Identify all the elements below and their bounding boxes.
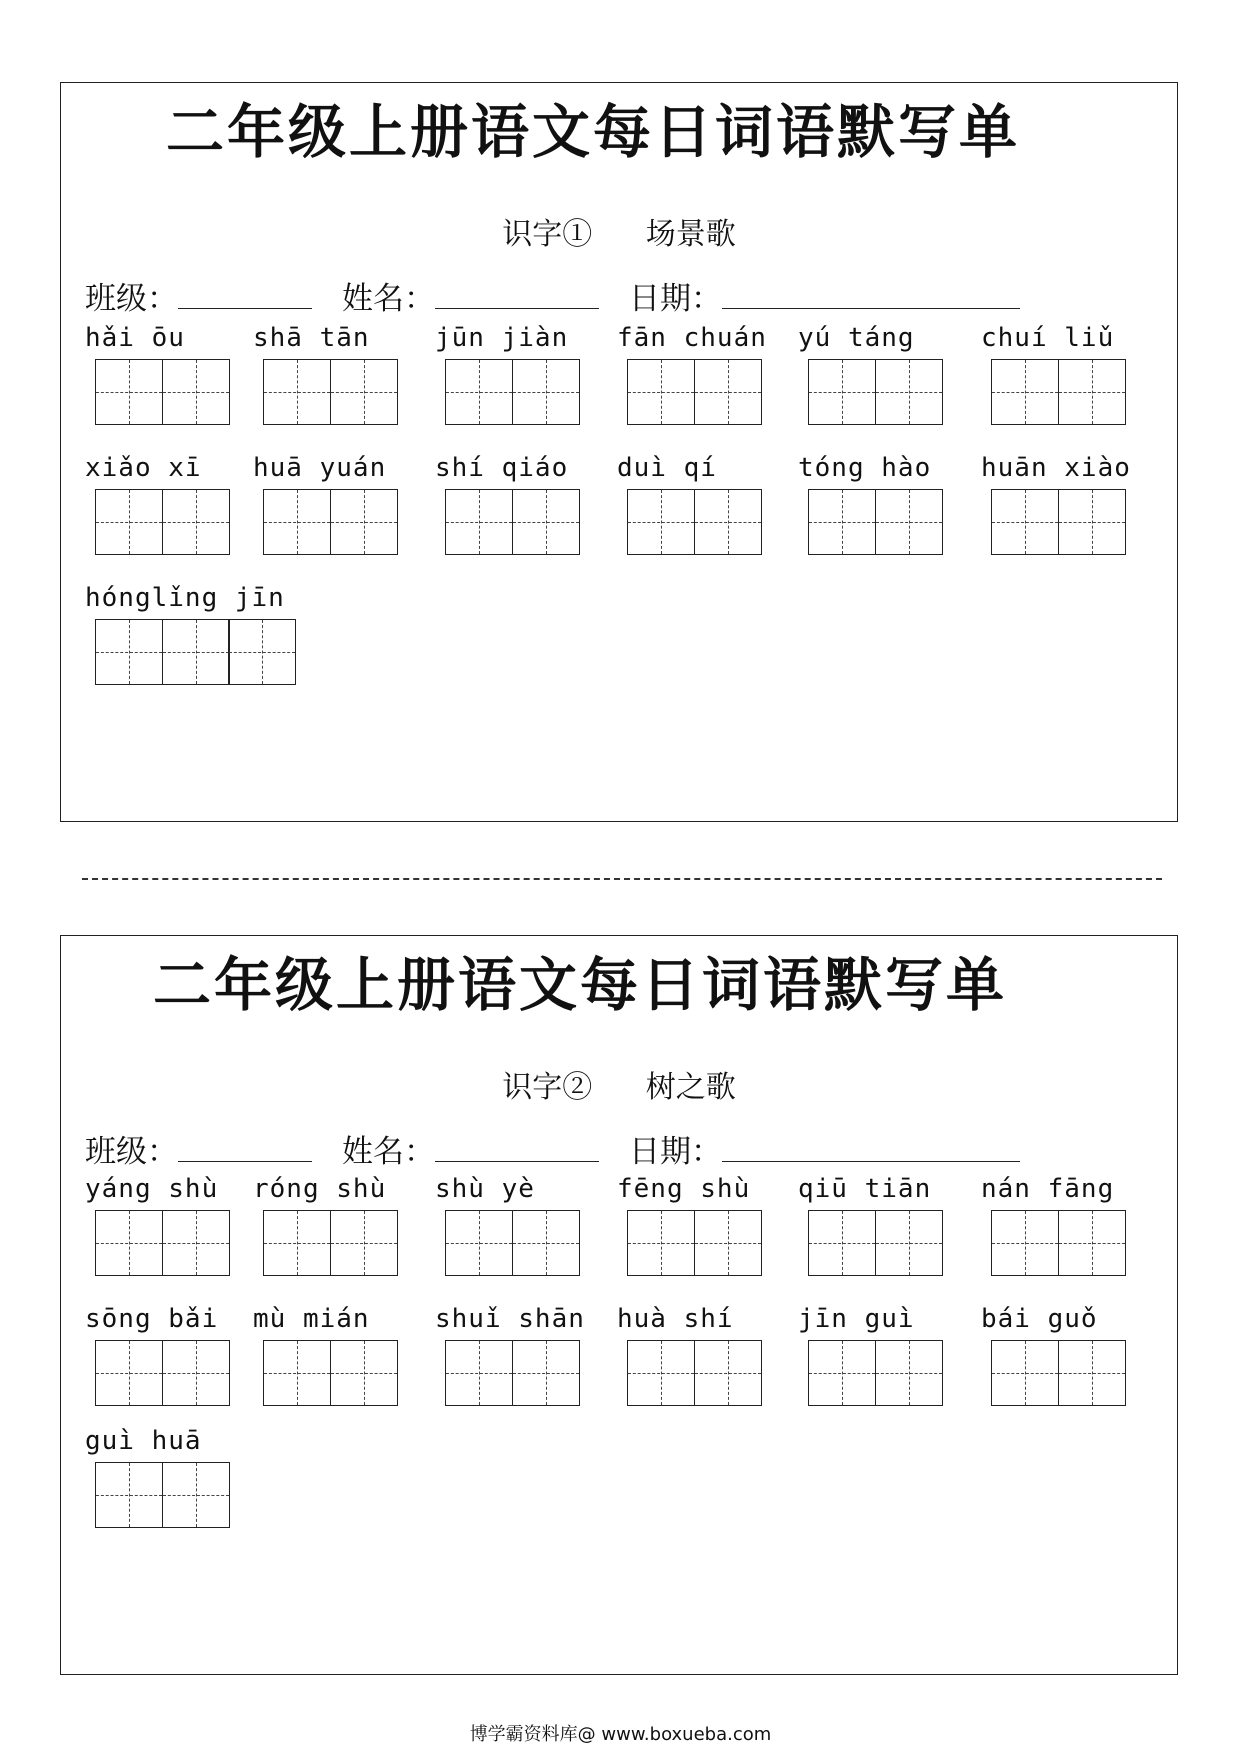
tianzige-cell[interactable] xyxy=(330,1340,398,1406)
tianzige-cell[interactable] xyxy=(1058,1210,1126,1276)
writing-grid xyxy=(263,1210,398,1276)
word-item xyxy=(435,323,580,425)
writing-grid xyxy=(445,489,580,555)
word-item xyxy=(85,453,230,555)
writing-grid xyxy=(627,1210,762,1276)
writing-grid xyxy=(445,359,580,425)
tianzige-cell[interactable] xyxy=(808,1210,876,1276)
tianzige-cell[interactable] xyxy=(808,1340,876,1406)
tianzige-cell[interactable] xyxy=(162,359,230,425)
lesson-name: 场景歌 xyxy=(645,217,736,252)
pinyin-label: huā yuán xyxy=(253,453,387,483)
pinyin-label: sōng bǎi xyxy=(85,1304,219,1334)
writing-grid xyxy=(808,1340,943,1406)
writing-grid xyxy=(95,359,230,425)
name-label: 姓名： xyxy=(342,1134,435,1170)
tianzige-cell[interactable] xyxy=(627,359,695,425)
writing-grid xyxy=(627,1340,762,1406)
tianzige-cell[interactable] xyxy=(627,1340,695,1406)
word-item xyxy=(798,323,943,425)
writing-grid xyxy=(95,1462,230,1528)
tianzige-cell[interactable] xyxy=(95,1340,163,1406)
pinyin-label: nán fāng xyxy=(981,1174,1115,1204)
class-field[interactable] xyxy=(178,284,312,309)
tianzige-cell[interactable] xyxy=(95,1462,163,1528)
tianzige-cell[interactable] xyxy=(95,489,163,555)
tianzige-cell[interactable] xyxy=(445,489,513,555)
word-item xyxy=(798,1304,943,1406)
tianzige-cell[interactable] xyxy=(95,1210,163,1276)
tianzige-cell[interactable] xyxy=(627,489,695,555)
pinyin-label: duì qí xyxy=(617,453,717,483)
word-item xyxy=(253,453,398,555)
tianzige-cell[interactable] xyxy=(1058,489,1126,555)
writing-grid xyxy=(95,1210,230,1276)
tianzige-cell[interactable] xyxy=(263,489,331,555)
date-label: 日期： xyxy=(629,281,722,317)
tianzige-cell[interactable] xyxy=(627,1210,695,1276)
tianzige-cell[interactable] xyxy=(95,359,163,425)
word-item xyxy=(85,1304,230,1406)
footer-watermark: 博学霸资料库@ www.boxueba.com xyxy=(469,1724,772,1745)
tianzige-cell[interactable] xyxy=(263,359,331,425)
pinyin-label: shuǐ shān xyxy=(435,1304,585,1334)
word-item xyxy=(981,1174,1126,1276)
word-item xyxy=(85,583,296,685)
pinyin-label: róng shù xyxy=(253,1174,387,1204)
writing-grid xyxy=(991,1210,1126,1276)
writing-grid xyxy=(263,1340,398,1406)
pinyin-label: yú táng xyxy=(798,323,915,353)
tianzige-cell[interactable] xyxy=(875,489,943,555)
word-item xyxy=(435,1174,580,1276)
pinyin-label: qiū tiān xyxy=(798,1174,932,1204)
class-label: 班级： xyxy=(85,281,178,317)
pinyin-label: jīn guì xyxy=(798,1304,915,1334)
tianzige-cell[interactable] xyxy=(162,1462,230,1528)
word-item xyxy=(981,453,1131,555)
tianzige-cell[interactable] xyxy=(875,359,943,425)
writing-grid xyxy=(95,489,230,555)
date-field[interactable] xyxy=(722,1137,1020,1162)
writing-grid xyxy=(627,359,767,425)
pinyin-label: huān xiào xyxy=(981,453,1131,483)
tianzige-cell[interactable] xyxy=(512,1340,580,1406)
date-label: 日期： xyxy=(629,1134,722,1170)
word-item xyxy=(617,453,762,555)
sheet-title: 二年级上册语文每日词语默写单 xyxy=(153,951,1008,1019)
writing-grid xyxy=(991,489,1131,555)
lesson-number: 识字② xyxy=(502,1070,593,1105)
writing-grid xyxy=(445,1210,580,1276)
tianzige-cell[interactable] xyxy=(445,1340,513,1406)
word-item xyxy=(253,323,398,425)
writing-grid xyxy=(263,489,398,555)
tianzige-cell[interactable] xyxy=(263,1340,331,1406)
pinyin-label: shā tān xyxy=(253,323,370,353)
word-item xyxy=(85,1426,230,1528)
word-item xyxy=(435,453,580,555)
name-label: 姓名： xyxy=(342,281,435,317)
word-item xyxy=(617,323,767,425)
tianzige-cell[interactable] xyxy=(162,1340,230,1406)
tianzige-cell[interactable] xyxy=(162,619,230,685)
writing-grid xyxy=(991,359,1126,425)
tianzige-cell[interactable] xyxy=(991,1340,1059,1406)
name-field[interactable] xyxy=(435,1137,599,1162)
tianzige-cell[interactable] xyxy=(875,1210,943,1276)
class-label: 班级： xyxy=(85,1134,178,1170)
tianzige-cell[interactable] xyxy=(162,489,230,555)
pinyin-label: shí qiáo xyxy=(435,453,569,483)
tianzige-cell[interactable] xyxy=(991,489,1059,555)
writing-grid xyxy=(991,1340,1126,1406)
tianzige-cell[interactable] xyxy=(263,1210,331,1276)
writing-grid xyxy=(808,489,943,555)
pinyin-label: fān chuán xyxy=(617,323,767,353)
writing-grid xyxy=(445,1340,585,1406)
word-item xyxy=(798,453,943,555)
word-item xyxy=(435,1304,585,1406)
tianzige-cell[interactable] xyxy=(808,359,876,425)
class-field[interactable] xyxy=(178,1137,312,1162)
tianzige-cell[interactable] xyxy=(445,359,513,425)
pinyin-label: fēng shù xyxy=(617,1174,751,1204)
word-item xyxy=(253,1174,398,1276)
tianzige-cell[interactable] xyxy=(808,489,876,555)
writing-grid xyxy=(95,619,296,685)
tianzige-cell[interactable] xyxy=(228,619,296,685)
tianzige-cell[interactable] xyxy=(512,489,580,555)
student-info-row xyxy=(85,1126,1050,1171)
tianzige-cell[interactable] xyxy=(95,619,163,685)
tianzige-cell[interactable] xyxy=(330,489,398,555)
pinyin-label: shù yè xyxy=(435,1174,535,1204)
writing-grid xyxy=(95,1340,230,1406)
word-item xyxy=(798,1174,943,1276)
writing-grid xyxy=(263,359,398,425)
tianzige-cell[interactable] xyxy=(991,1210,1059,1276)
writing-grid xyxy=(808,1210,943,1276)
word-item xyxy=(617,1304,762,1406)
word-item xyxy=(981,1304,1126,1406)
pinyin-label: mù mián xyxy=(253,1304,370,1334)
lesson-heading xyxy=(61,209,1177,253)
lesson-heading xyxy=(61,1062,1177,1106)
tianzige-cell[interactable] xyxy=(694,1340,762,1406)
cut-line xyxy=(82,878,1162,880)
pinyin-label: xiǎo xī xyxy=(85,453,202,483)
pinyin-label: yáng shù xyxy=(85,1174,219,1204)
word-item xyxy=(617,1174,762,1276)
word-item xyxy=(253,1304,398,1406)
worksheet-1 xyxy=(60,82,1178,822)
tianzige-cell[interactable] xyxy=(1058,359,1126,425)
tianzige-cell[interactable] xyxy=(512,1210,580,1276)
date-field[interactable] xyxy=(722,284,1020,309)
pinyin-label: tóng hào xyxy=(798,453,932,483)
name-field[interactable] xyxy=(435,284,599,309)
lesson-number: 识字① xyxy=(502,217,593,252)
pinyin-label: huà shí xyxy=(617,1304,734,1334)
tianzige-cell[interactable] xyxy=(445,1210,513,1276)
lesson-name: 树之歌 xyxy=(645,1070,736,1105)
tianzige-cell[interactable] xyxy=(330,359,398,425)
student-info-row xyxy=(85,273,1050,318)
worksheet-2 xyxy=(60,935,1178,1675)
tianzige-cell[interactable] xyxy=(162,1210,230,1276)
pinyin-label: bái guǒ xyxy=(981,1304,1098,1334)
pinyin-label: hónglǐng jīn xyxy=(85,583,285,613)
tianzige-cell[interactable] xyxy=(330,1210,398,1276)
writing-grid xyxy=(808,359,943,425)
pinyin-label: jūn jiàn xyxy=(435,323,569,353)
tianzige-cell[interactable] xyxy=(694,1210,762,1276)
sheet-title: 二年级上册语文每日词语默写单 xyxy=(166,98,1021,166)
pinyin-label: guì huā xyxy=(85,1426,202,1456)
pinyin-label: chuí liǔ xyxy=(981,323,1115,353)
tianzige-cell[interactable] xyxy=(991,359,1059,425)
pinyin-label: hǎi ōu xyxy=(85,323,185,353)
tianzige-cell[interactable] xyxy=(694,359,762,425)
tianzige-cell[interactable] xyxy=(875,1340,943,1406)
writing-grid xyxy=(627,489,762,555)
word-item xyxy=(85,1174,230,1276)
tianzige-cell[interactable] xyxy=(512,359,580,425)
tianzige-cell[interactable] xyxy=(1058,1340,1126,1406)
word-item xyxy=(981,323,1126,425)
tianzige-cell[interactable] xyxy=(694,489,762,555)
word-item xyxy=(85,323,230,425)
